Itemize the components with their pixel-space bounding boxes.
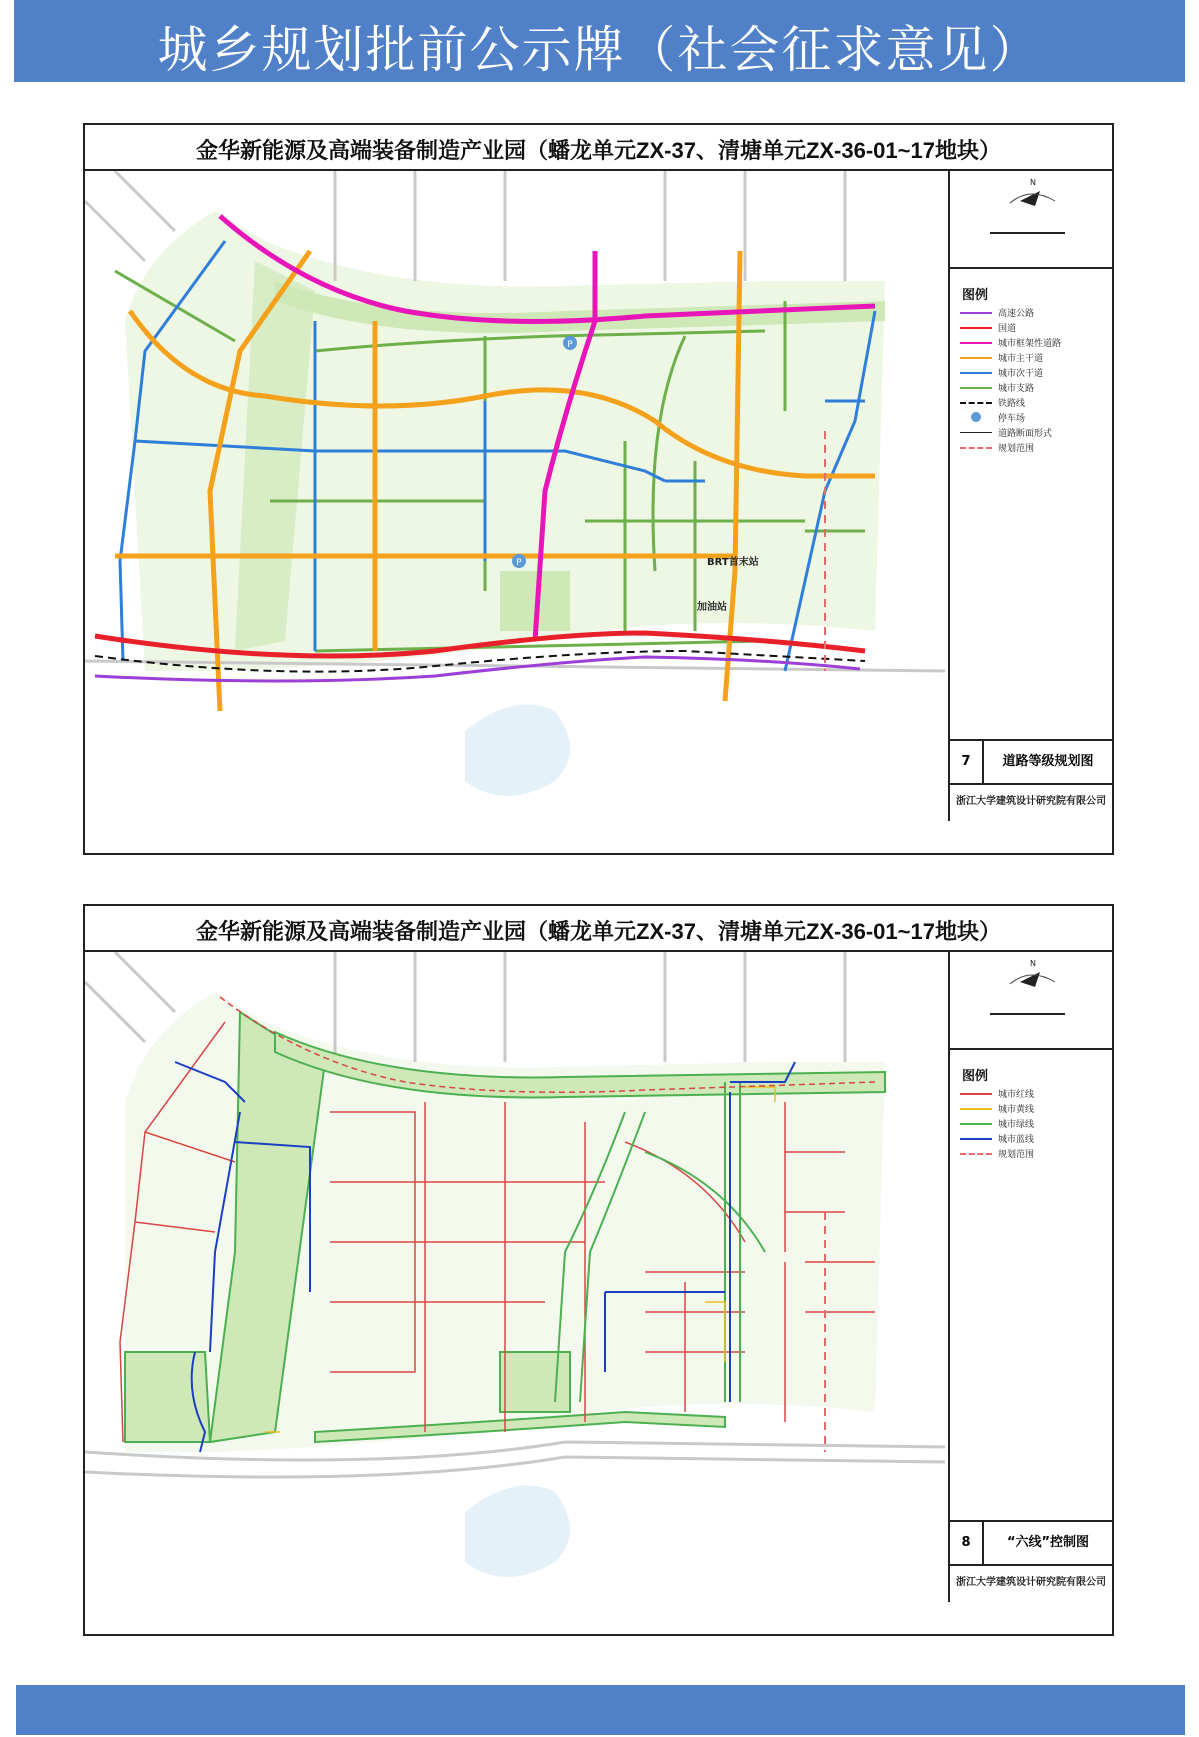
six-line-map-svg (85, 952, 948, 1602)
compass-scale (950, 952, 1112, 1050)
section-marker-icon (960, 432, 992, 433)
banner-title: 城乡规划批前公示牌（社会征求意见） (157, 21, 1042, 79)
legend-item: 城市红线 (960, 1086, 1034, 1101)
legend-item: 停车场 (960, 410, 1061, 425)
legend-title: 图例 (962, 1069, 989, 1084)
north-arrow-icon (950, 171, 1110, 267)
legend (950, 1050, 1112, 1522)
gas-station-label: 加油站 (697, 602, 727, 613)
orange-line-icon (960, 357, 992, 359)
green-line-icon (960, 387, 992, 389)
map-title: “六线”控制图 (1006, 1535, 1090, 1550)
panel-title: 金华新能源及高端装备制造产业园（蟠龙单元ZX-37、清塘单元ZX-36-01~17地块） (196, 138, 1001, 163)
dashed-black-line-icon (960, 402, 992, 404)
parking-icon (512, 554, 526, 568)
map-sidebar (948, 952, 1112, 1602)
map-number: 7 (950, 741, 984, 783)
legend-item: 铁路线 (960, 395, 1061, 410)
brt-station-label: BRT首末站 (707, 557, 759, 568)
panel-header (85, 125, 1112, 171)
legend-title: 图例 (962, 288, 989, 303)
road-plan-panel (83, 123, 1114, 855)
magenta-line-icon (960, 342, 992, 344)
map-number-box (950, 741, 1112, 785)
svg-text:P: P (567, 340, 573, 350)
dashed-red-line-icon (960, 447, 992, 449)
north-arrow-icon (950, 952, 1110, 1048)
company-name: 浙江大学建筑设计研究院有限公司 (956, 1577, 1106, 1588)
map-number: 8 (950, 1522, 984, 1564)
map-sidebar (948, 171, 1112, 821)
green-line-icon (960, 1123, 992, 1125)
legend-item: 城市框架性道路 (960, 335, 1061, 350)
blue-line-icon (960, 1138, 992, 1140)
legend (950, 269, 1112, 741)
blue-line-icon (960, 372, 992, 374)
legend-item: 高速公路 (960, 305, 1061, 320)
company-name: 浙江大学建筑设计研究院有限公司 (956, 796, 1106, 807)
legend-item: 城市绿线 (960, 1116, 1034, 1131)
red-line-icon (960, 327, 992, 329)
parking-icon (563, 336, 577, 350)
road-plan-map[interactable] (85, 171, 948, 821)
legend-item: 城市次干道 (960, 365, 1061, 380)
svg-text:N: N (1030, 959, 1036, 968)
legend-item: 道路断面形式 (960, 425, 1061, 440)
legend-item: 城市主干道 (960, 350, 1061, 365)
legend-item: 城市支路 (960, 380, 1061, 395)
red-line-icon (960, 1093, 992, 1095)
legend-item: 城市蓝线 (960, 1131, 1034, 1146)
legend-item: 国道 (960, 320, 1061, 335)
svg-text:P: P (516, 558, 522, 568)
parking-icon (960, 412, 992, 424)
road-map-svg (85, 171, 948, 821)
svg-text:N: N (1030, 178, 1036, 187)
dashed-red-line-icon (960, 1153, 992, 1155)
purple-line-icon (960, 312, 992, 314)
six-line-map[interactable] (85, 952, 948, 1602)
legend-item: 城市黄线 (960, 1101, 1034, 1116)
map-title: 道路等级规划图 (1002, 754, 1094, 769)
legend-item: 规划范围 (960, 1146, 1034, 1161)
legend-item: 规划范围 (960, 440, 1061, 455)
footer-bar (16, 1685, 1185, 1735)
panel-title: 金华新能源及高端装备制造产业园（蟠龙单元ZX-37、清塘单元ZX-36-01~17地块） (196, 919, 1001, 944)
banner (14, 0, 1185, 82)
compass-scale (950, 171, 1112, 269)
six-line-panel (83, 904, 1114, 1636)
panel-header (85, 906, 1112, 952)
map-number-box (950, 1522, 1112, 1566)
yellow-line-icon (960, 1108, 992, 1110)
